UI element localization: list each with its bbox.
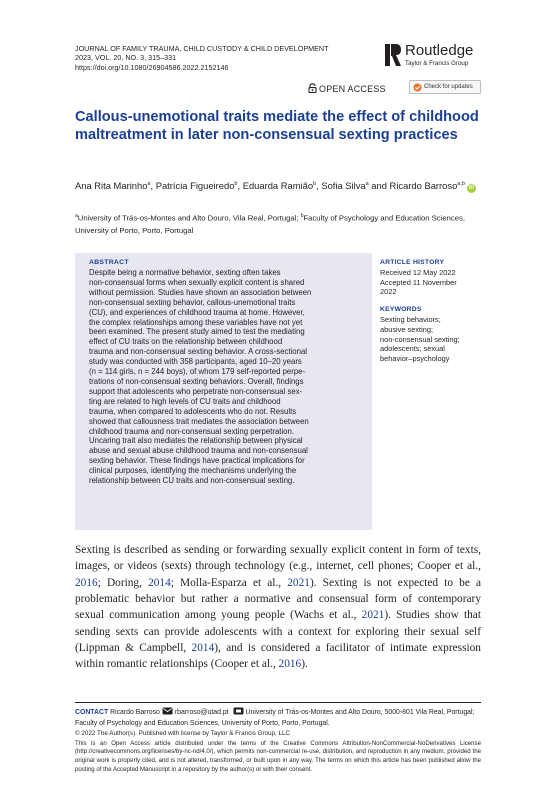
- citation-link[interactable]: 2014: [191, 642, 215, 655]
- contact-address: University of Trás-os-Montes and Alto Douro, 5000-801 Vila Real, Portugal; Faculty of Psychology and Education Sciences, University of Porto, Porto, Portugal.: [75, 709, 475, 727]
- journal-header: [75, 44, 328, 72]
- author[interactable]: Sofia Silva$^a$: [321, 180, 369, 192]
- history-heading: ARTICLE HISTORY: [380, 259, 445, 266]
- publisher-group: Taylor & Francis Group: [405, 60, 469, 67]
- orcid-icon[interactable]: iD: [468, 185, 474, 192]
- doi-link[interactable]: https://doi.org/10.1080/26904586.2022.2152146: [75, 62, 229, 72]
- citation-link[interactable]: 2016: [278, 658, 302, 671]
- author-list: Ana Rita Marinho$^a$, Patrícia Figueiredo$^b$, Eduarda Ramião$^b$, Sofia Silva$^a$ and Ricardo Barroso$^{a,b}$iD: [75, 180, 474, 192]
- citation-link[interactable]: 2021: [361, 609, 385, 622]
- contact-name: Ricardo Barroso: [110, 709, 160, 716]
- journal-name: JOURNAL OF FAMILY TRAUMA, CHILD CUSTODY & CHILD DEVELOPMENT: [75, 44, 329, 53]
- check-updates-icon: [413, 83, 422, 92]
- keywords-heading: KEYWORDS: [380, 306, 422, 314]
- received-date: Received 12 May 2022: [380, 267, 456, 277]
- article-sidebar: [380, 258, 488, 364]
- journal-volume: 2023, VOL. 20, NO. 3, 315–331: [75, 53, 177, 63]
- abstract-text: Despite being a normative behavior, sexting often takes non-consensual forms when sexually explicit content is shared without permission. Studies have shown an association between non-consensual sexting behavior, callous-unemotional traits (CU), and experiences of childhood trauma at home. However, the complex relationships among these variables have not yet been examined. The present study aimed to test the mediating effect of CU traits on the relationship between childhood trauma and non-consensual sexting behavior. A cross-sectional study was conducted with 358 participants, aged 10–20 years (n = 114 girls, n = 244 boys), of whom 179 self-reported perpe- trations of non-consensual sexting behaviors. Overall, findings support that adolescents who perpetrate non-consensual sex- ting are related to high levels of CU traits and childhood trauma, when compared to adolescents who do not. Results showed that callousness trait mediates the association between childhood trauma and non-consensual sexting perpetration. Uncaring trait also mediates the relationship between physical abuse and sexual abuse childhood trauma and non-consensual sexting behavior. These findings have practical implications for clinical purposes, identifying the mechanisms underlying the relationship between CU traits and non-consensual sexting.: [89, 268, 312, 486]
- check-updates-button[interactable]: [409, 80, 481, 94]
- author[interactable]: Eduarda Ramião$^b$: [242, 180, 317, 192]
- citation-link[interactable]: 2016: [75, 576, 98, 589]
- open-access-label: OPEN ACCESS: [319, 84, 386, 94]
- affiliation-a: University of Trás-os-Montes and Alto Douro, Vila Real, Portugal;: [77, 213, 301, 223]
- article-title: Callous-unemotional traits mediate the effect of childhood maltreatment in later non-consensual sexting practices: [75, 109, 479, 144]
- abstract-heading: ABSTRACT: [89, 259, 129, 266]
- author[interactable]: Ricardo Barroso$^{a,b}$: [389, 180, 465, 192]
- check-updates-label: Check for updates: [424, 84, 473, 90]
- accepted-date: Accepted 11 November 2022: [380, 277, 457, 297]
- citation-link[interactable]: 2014: [148, 576, 171, 589]
- keywords-list: Sexting behaviors; abusive sexting; non-consensual sexting; adolescents; sexual behavior–psychology: [380, 314, 460, 364]
- address-icon: [233, 707, 244, 715]
- routledge-mark-icon: [384, 43, 402, 67]
- affiliation-b: Faculty of Psychology and Education Sciences, University of Porto, Porto, Portugal: [75, 213, 465, 235]
- email-icon: [162, 707, 173, 715]
- open-lock-icon: [308, 83, 317, 93]
- open-access-badge: [308, 83, 386, 94]
- body-paragraph: Sexting is described as sending or forwarding sexually explicit content in form of texts, images, or videos (sexts) through technology (e.g., internet, cell phones; Cooper et al., 2016; Doring, 2014; Molla-Esparza et al., 2021). Sexting is not expected to be a problematic behavior but rather a normative and consensual form of contemporary sexual communication among young people (Wachs et al., 2021). Studies show that sending sexts can provide adolescents with a context for exploring their sexual self (Lippman & Campbell, 2014), and is considered a facilitator of intimate expression within romantic relationships (Cooper et al., 2016).: [75, 544, 482, 671]
- contact-email[interactable]: rbarroso@utad.pt: [174, 709, 229, 716]
- author[interactable]: Ana Rita Marinho$^a$: [75, 180, 151, 192]
- contact-line: [75, 707, 481, 729]
- affiliations: $^a$University of Trás-os-Montes and Alto Douro, Vila Real, Portugal; $^b$Faculty of Psychology and Education Sciences, University of Porto, Porto, Portugal: [75, 213, 465, 235]
- publisher-name: Routledge: [405, 42, 474, 59]
- publisher-logo[interactable]: [384, 42, 484, 70]
- citation-link[interactable]: 2021: [287, 576, 310, 589]
- author[interactable]: Patrícia Figueiredo$^b$: [155, 180, 238, 192]
- contact-label: CONTACT: [75, 709, 109, 716]
- footer-notes: [75, 702, 481, 774]
- abstract-box: [75, 253, 372, 530]
- license-text: This is an Open Access article distributed under the terms of the Creative Commons Attribution-NonCommercial-NoDerivatives License (http://creativecommons.org/licenses/by-nc-nd/4.0/), which permits non-commercial re-use, distribution, and reproduction in any medium, provided the original work is properly cited, and is not altered, transformed, or built upon in any way. The terms on which this article has been published allow the posting of the Accepted Manuscript in a repository by the author(s) or with their consent.: [75, 739, 481, 773]
- copyright-line: © 2022 The Author(s). Published with license by Taylor & Francis Group, LLC: [75, 730, 291, 738]
